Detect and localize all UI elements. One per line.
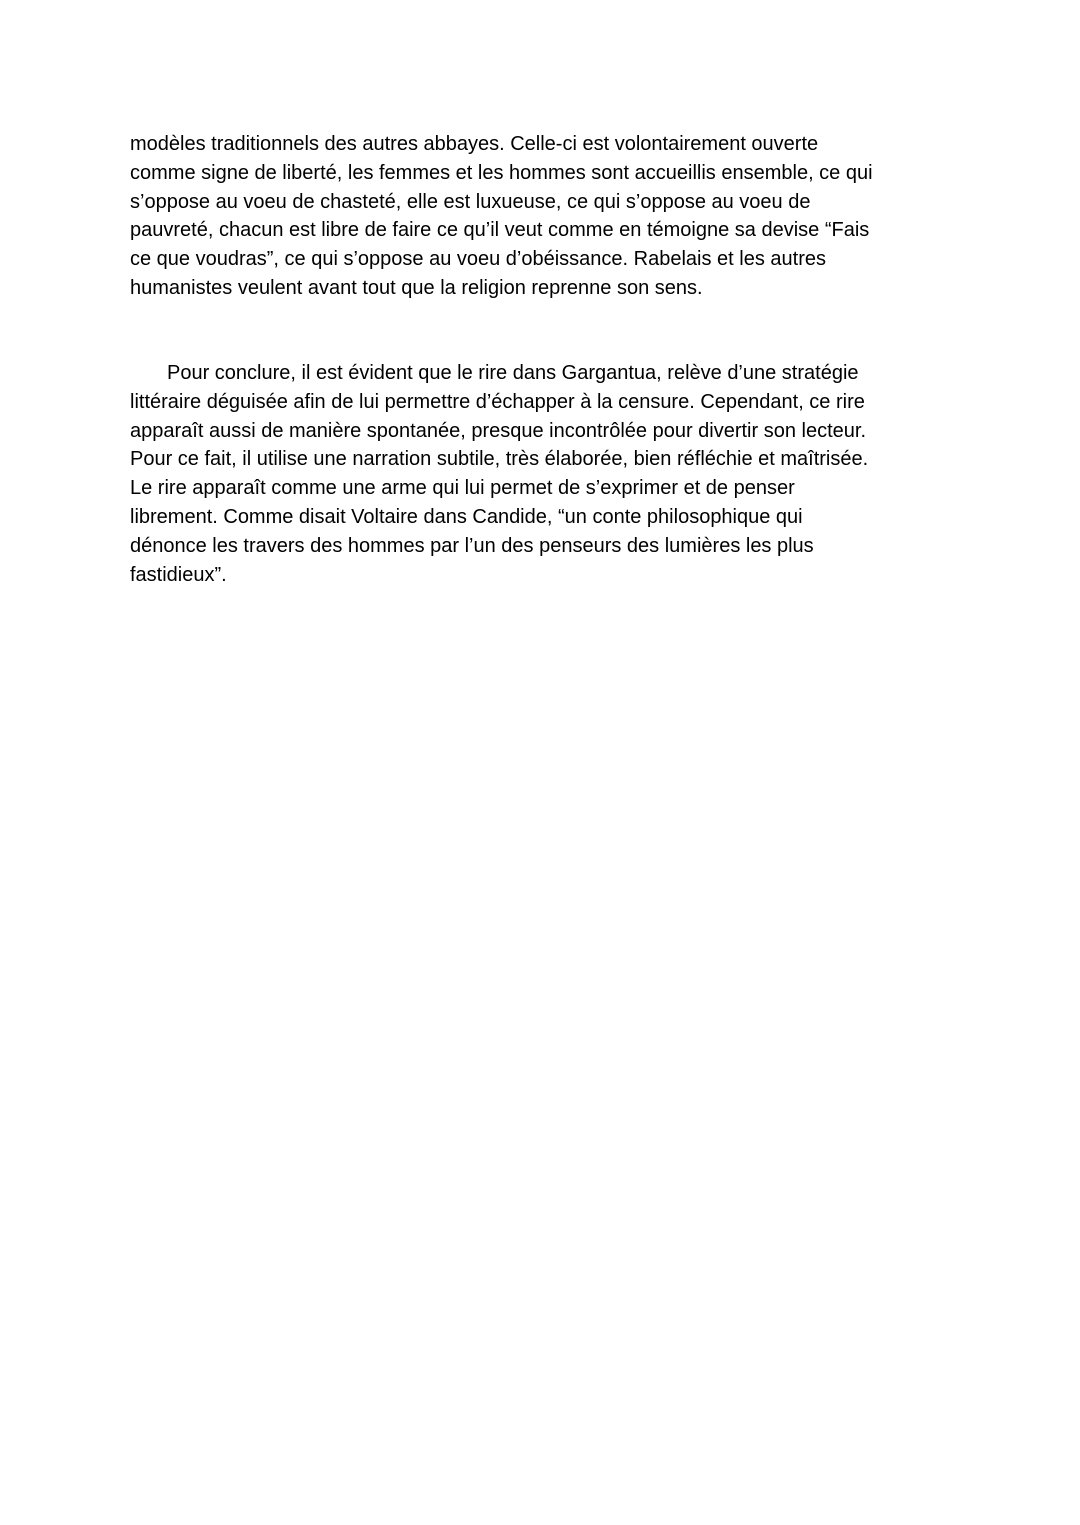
text-line: Le rire apparaît comme une arme qui lui permet de s’exprimer et de penser (130, 477, 795, 500)
text-line: Pour conclure, il est évident que le rire dans Gargantua, relève d’une stratégie (167, 362, 859, 384)
text-line: dénonce les travers des hommes par l’un des penseurs des lumières les plus (130, 534, 814, 557)
paragraph-conclusion (130, 359, 960, 589)
text-line: librement. Comme disait Voltaire dans Candide, “un conte philosophique qui (130, 505, 803, 528)
text-line: comme signe de liberté, les femmes et les hommes sont accueillis ensemble, ce qui (130, 161, 873, 184)
text-line: humanistes veulent avant tout que la religion reprenne son sens. (130, 276, 703, 299)
text-line: littéraire déguisée afin de lui permettre d’échapper à la censure. Cependant, ce rire (130, 390, 865, 413)
text-line: s’oppose au voeu de chasteté, elle est luxueuse, ce qui s’oppose au voeu de (130, 190, 811, 213)
text-line: modèles traditionnels des autres abbayes. Celle-ci est volontairement ouverte (130, 133, 819, 155)
text-line: apparaît aussi de manière spontanée, presque incontrôlée pour divertir son lecteur. (130, 419, 867, 442)
text-line: ce que voudras”, ce qui s’oppose au voeu d’obéissance. Rabelais et les autres (130, 248, 826, 271)
paragraph-abbey (130, 130, 960, 303)
text-line: pauvreté, chacun est libre de faire ce qu’il veut comme en témoigne sa devise “Fais (130, 219, 870, 242)
text-line: fastidieux”. (130, 563, 227, 586)
text-line: Pour ce fait, il utilise une narration subtile, très élaborée, bien réfléchie et maîtrisée. (130, 448, 869, 471)
